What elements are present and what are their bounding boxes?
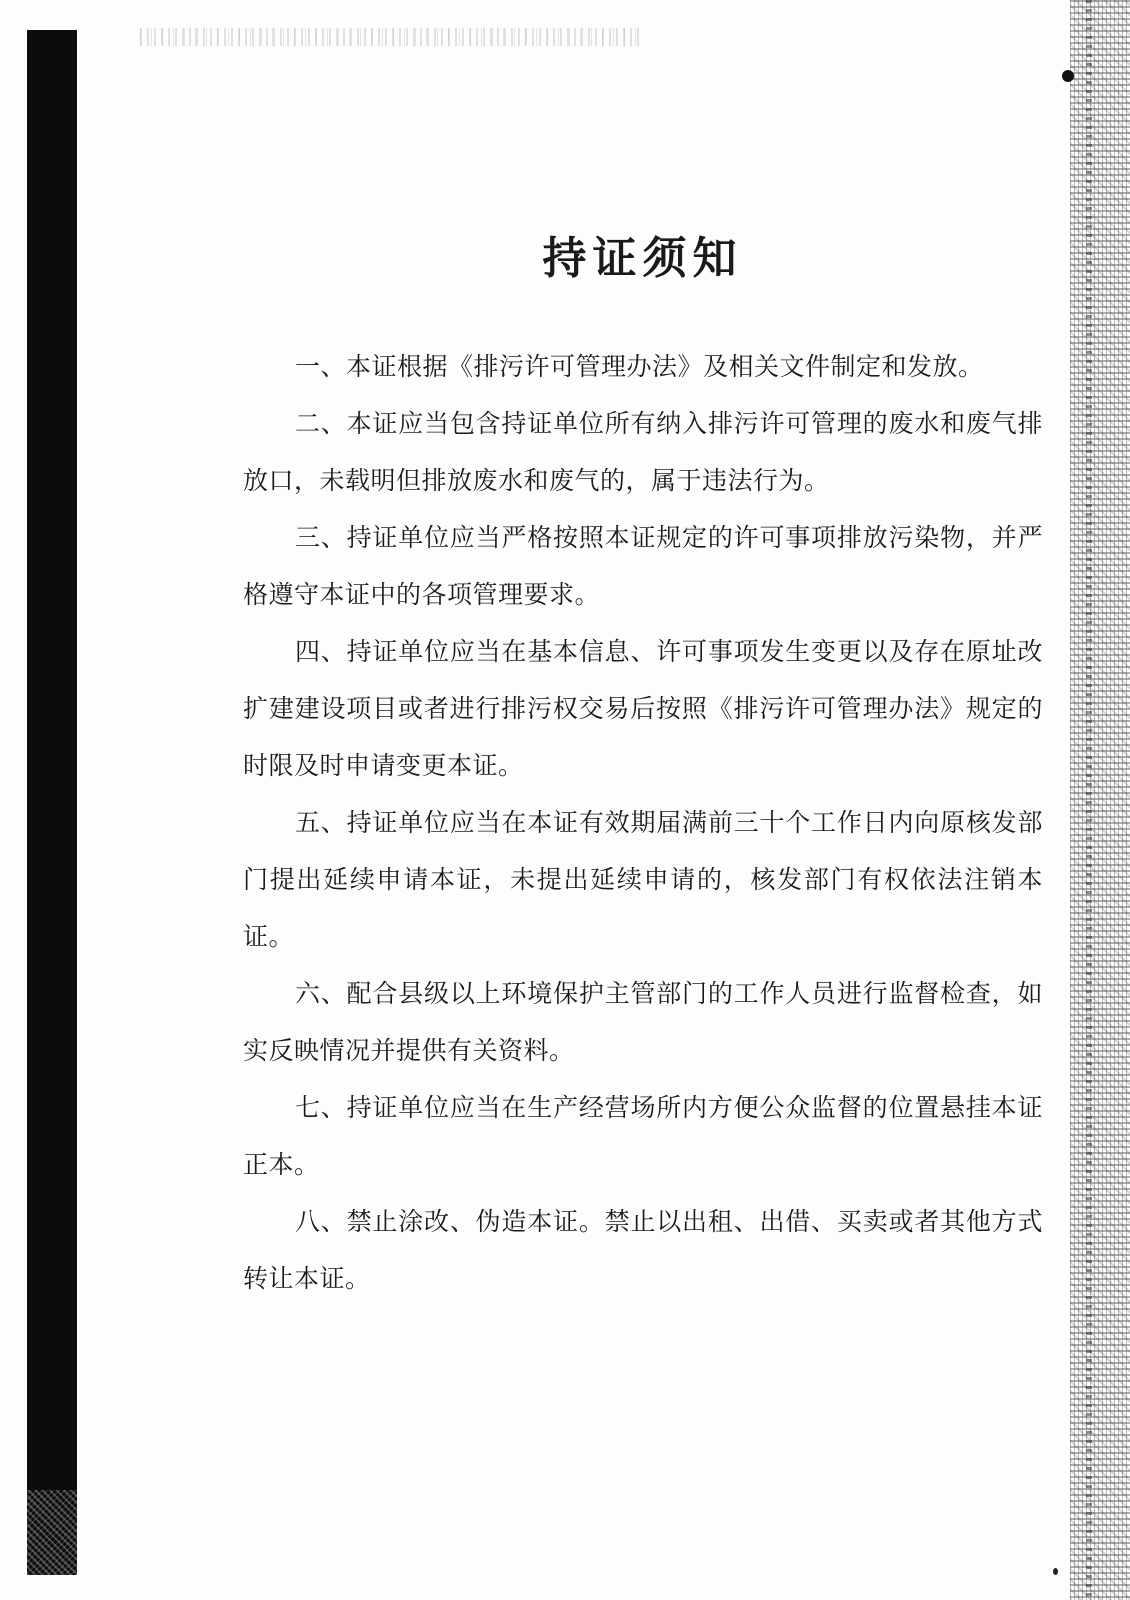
scan-speckle <box>140 28 640 46</box>
clause-6: 六、配合县级以上环境保护主管部门的工作人员进行监督检查，如实反映情况并提供有关资料。 <box>243 979 1043 1065</box>
document-body <box>243 338 1043 1307</box>
clause-5: 五、持证单位应当在本证有效期届满前三十个工作日内向原核发部门提出延续申请本证，未提出延续申请的，核发部门有权依法注销本证。 <box>243 808 1043 951</box>
clause-8: 八、禁止涂改、伪造本证。禁止以出租、出借、买卖或者其他方式转让本证。 <box>243 1207 1043 1293</box>
scan-noise <box>27 1490 77 1575</box>
scan-dot <box>1053 1568 1058 1575</box>
clause-4: 四、持证单位应当在基本信息、许可事项发生变更以及存在原址改扩建建设项目或者进行排污权交易后按照《排污许可管理办法》规定的时限及时申请变更本证。 <box>243 637 1043 780</box>
clause-3: 三、持证单位应当严格按照本证规定的许可事项排放污染物，并严格遵守本证中的各项管理要求。 <box>243 523 1043 609</box>
scan-dot <box>1062 70 1074 82</box>
clause-2: 二、本证应当包含持证单位所有纳入排污许可管理的废水和废气排放口，未载明但排放废水和废气的，属于违法行为。 <box>243 409 1043 495</box>
clause-1: 一、本证根据《排污许可管理办法》及相关文件制定和发放。 <box>295 352 984 381</box>
document-title: 持证须知 <box>542 233 743 284</box>
clause-7: 七、持证单位应当在生产经营场所内方便公众监督的位置悬挂本证正本。 <box>243 1093 1043 1179</box>
